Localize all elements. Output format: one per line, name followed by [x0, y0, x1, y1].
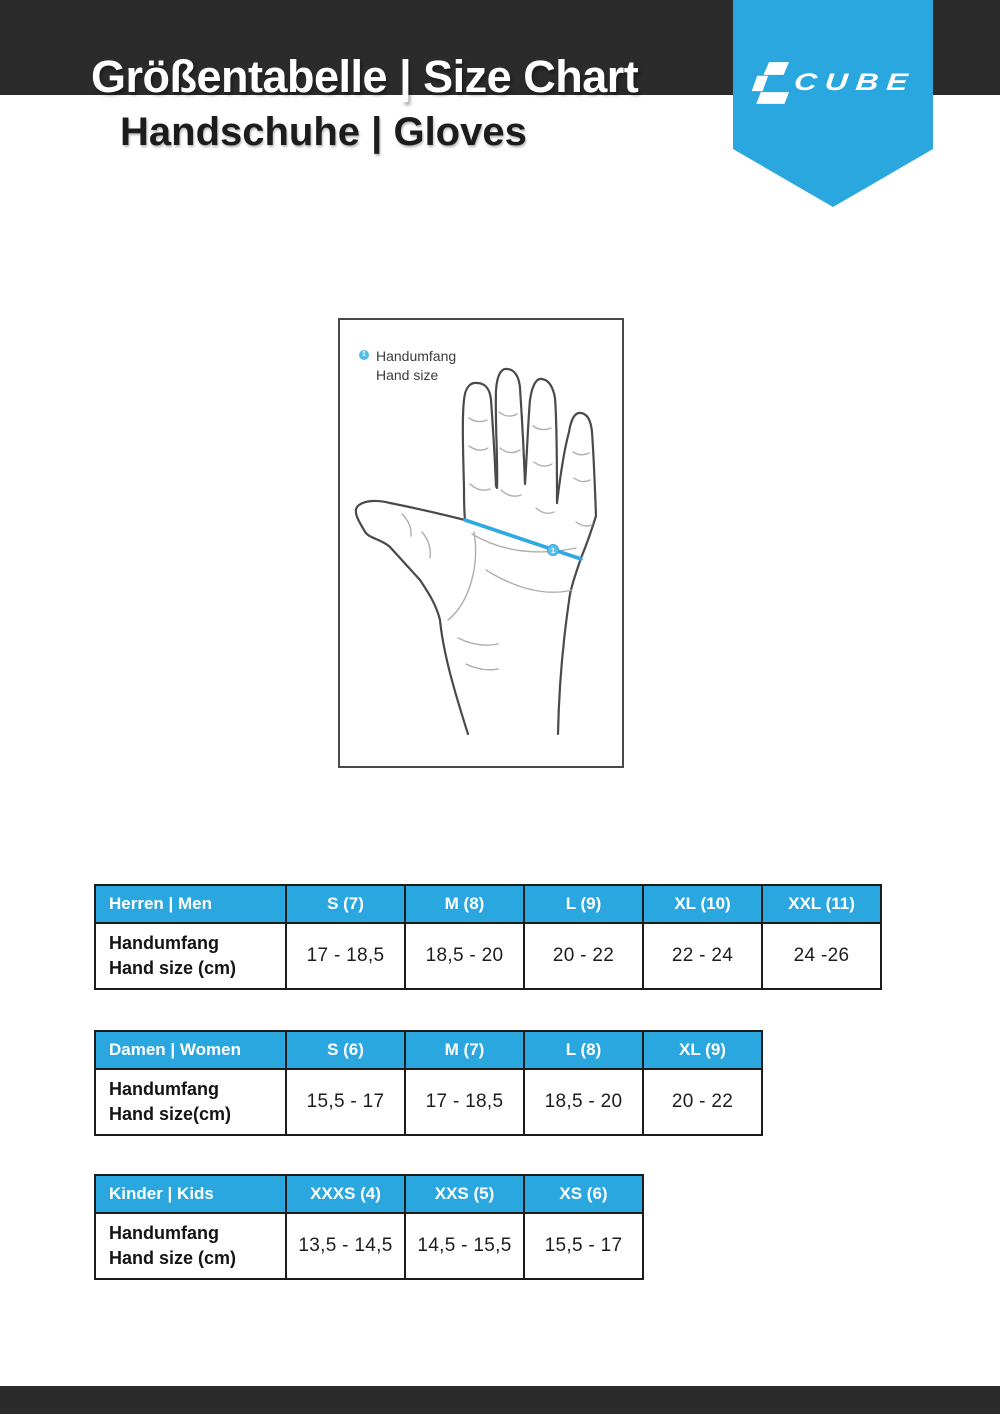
table-group-header: Kinder | Kids: [95, 1175, 286, 1213]
cube-logo: [749, 60, 917, 106]
table-value-cell: 14,5 - 15,5: [405, 1213, 524, 1279]
table-value-cell: 24 -26: [762, 923, 881, 989]
legend-label-de: Handumfang: [376, 348, 457, 364]
page-subtitle: Handschuhe | Gloves: [120, 110, 527, 154]
table-size-header: L (8): [524, 1031, 643, 1069]
measurement-marker-number: 1: [551, 547, 555, 555]
hand-illustration: [340, 320, 622, 766]
table-group-header: Damen | Women: [95, 1031, 286, 1069]
table-row-label: Handumfang Hand size (cm): [95, 923, 286, 989]
table-group-header: Herren | Men: [95, 885, 286, 923]
table-value-cell: 20 - 22: [643, 1069, 762, 1135]
table-row-label: Handumfang Hand size(cm): [95, 1069, 286, 1135]
page-title: Größentabelle | Size Chart: [91, 51, 639, 102]
brand-ribbon: [733, 0, 933, 207]
table-value-cell: 15,5 - 17: [524, 1213, 643, 1279]
table-header-row: [95, 1175, 643, 1213]
table-row-label: Handumfang Hand size (cm): [95, 1213, 286, 1279]
diagram-legend: [359, 347, 456, 385]
size-table-kids: [94, 1174, 644, 1280]
table-data-row: [95, 923, 881, 989]
table-data-row: [95, 1069, 762, 1135]
table-size-header: XS (6): [524, 1175, 643, 1213]
table-size-header: XL (9): [643, 1031, 762, 1069]
table-value-cell: 13,5 - 14,5: [286, 1213, 405, 1279]
table-size-header: L (9): [524, 885, 643, 923]
legend-marker-icon: 1: [359, 350, 369, 360]
table-value-cell: 18,5 - 20: [405, 923, 524, 989]
measurement-marker: [548, 545, 559, 556]
table-size-header: XXL (11): [762, 885, 881, 923]
cube-logo-wordmark: CUBE: [792, 69, 917, 96]
table-value-cell: 15,5 - 17: [286, 1069, 405, 1135]
table-data-row: [95, 1213, 643, 1279]
table-size-header: XXXS (4): [286, 1175, 405, 1213]
table-size-header: XL (10): [643, 885, 762, 923]
table-header-row: [95, 1031, 762, 1069]
table-size-header: S (7): [286, 885, 405, 923]
table-value-cell: 17 - 18,5: [405, 1069, 524, 1135]
hand-diagram-box: [338, 318, 624, 768]
table-value-cell: 18,5 - 20: [524, 1069, 643, 1135]
cube-logo-mark-icon: [749, 60, 789, 106]
size-table-women: [94, 1030, 763, 1136]
table-size-header: M (8): [405, 885, 524, 923]
table-value-cell: 22 - 24: [643, 923, 762, 989]
table-value-cell: 17 - 18,5: [286, 923, 405, 989]
legend-labels: [376, 347, 456, 385]
table-header-row: [95, 885, 881, 923]
table-size-header: S (6): [286, 1031, 405, 1069]
table-value-cell: 20 - 22: [524, 923, 643, 989]
legend-label-en: Hand size: [376, 367, 439, 383]
table-size-header: M (7): [405, 1031, 524, 1069]
size-table-men: [94, 884, 882, 990]
table-size-header: XXS (5): [405, 1175, 524, 1213]
footer-band: [0, 1386, 1000, 1414]
